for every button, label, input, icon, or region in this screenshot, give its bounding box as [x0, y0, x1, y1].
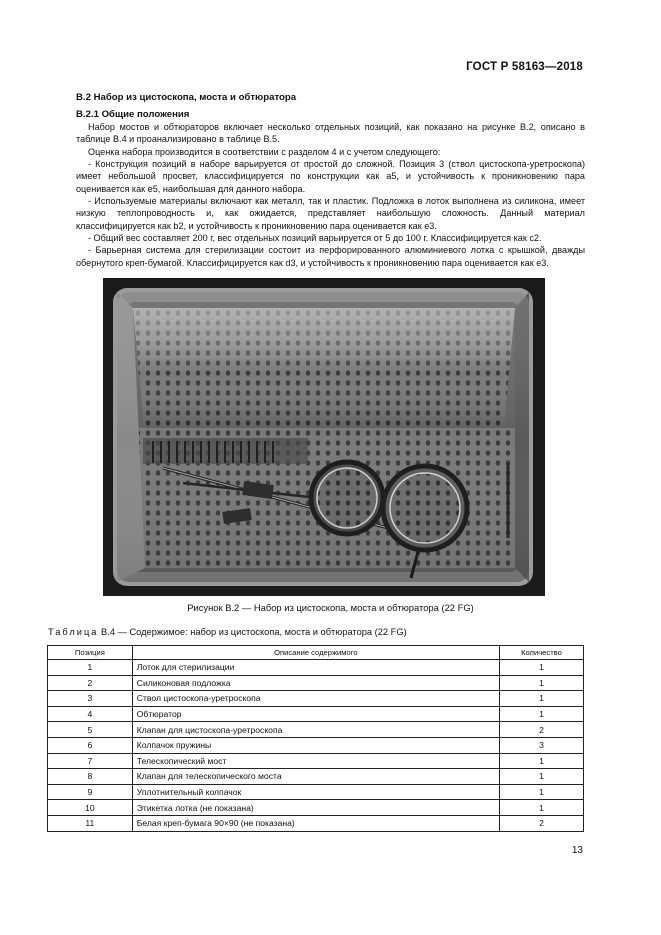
cell-quantity: 1 [499, 660, 583, 676]
paragraph: - Барьерная система для стерилизации состоит из перфорированного алюминиевого лотка с крышкой, дважды обернутого креп-бумагой. Классифицируется как d3, и устойчивость к проникновению пара оценивается как е3. [76, 245, 585, 268]
paragraph: Набор мостов и обтюраторов включает несколько отдельных позиций, как показано на рисунке В.2, описано в таблице В.4 и проанализировано в таблице В.5. [76, 122, 585, 145]
cell-position: 11 [48, 815, 133, 831]
tray-photo-drawing [103, 278, 545, 596]
cell-quantity: 1 [499, 691, 583, 707]
table-row [48, 784, 584, 800]
column-header-quantity: Количество [499, 646, 583, 660]
cell-quantity: 3 [499, 737, 583, 753]
table-row [48, 660, 584, 676]
cell-quantity: 2 [499, 815, 583, 831]
cell-description: Белая креп-бумага 90×90 (не показана) [132, 815, 499, 831]
cell-description: Ствол цистоскопа-уретроскопа [132, 691, 499, 707]
contents-table [47, 645, 584, 832]
table-row [48, 706, 584, 722]
cell-description: Телескопический мост [132, 753, 499, 769]
cell-description: Обтюратор [132, 706, 499, 722]
cell-quantity: 1 [499, 753, 583, 769]
column-header-position: Позиция [48, 646, 133, 660]
table-row [48, 737, 584, 753]
cell-description: Клапан для цистоскопа-уретроскопа [132, 722, 499, 738]
table-caption [48, 627, 407, 637]
paragraph: - Используемые материалы включают как металл, так и пластик. Подложка в лоток выполнена из силикона, имеет низкую теплопроводность и, как ожидается, представляет наибольшую сложность. Данный материал классифицируется как b2, и устойчивость к проникновению пара оценивается как е3. [76, 196, 585, 231]
cell-description: Клапан для телескопического моста [132, 769, 499, 785]
cell-position: 3 [48, 691, 133, 707]
figure-caption: Рисунок В.2 — Набор из цистоскопа, моста и обтюратора (22 FG) [187, 602, 474, 613]
cell-description: Колпачок пружины [132, 737, 499, 753]
subsection-title: В.2.1 Общие положения [76, 109, 190, 120]
section-title: В.2 Набор из цистоскопа, моста и обтюратора [76, 92, 297, 103]
table-row [48, 675, 584, 691]
cell-quantity: 1 [499, 769, 583, 785]
cell-position: 4 [48, 706, 133, 722]
column-header-description: Описание содержимого [132, 646, 499, 660]
cell-quantity: 1 [499, 784, 583, 800]
cell-description: Уплотнительный колпачок [132, 784, 499, 800]
table-row [48, 722, 584, 738]
table-caption-text: В.4 — Содержимое: набор из цистоскопа, моста и обтюратора (22 FG) [98, 627, 407, 637]
cell-position: 7 [48, 753, 133, 769]
table-row [48, 769, 584, 785]
cell-position: 5 [48, 722, 133, 738]
body-text [76, 121, 585, 269]
page-number: 13 [571, 845, 583, 856]
paragraph: Оценка набора производится в соответствии с разделом 4 и с учетом следующего: [88, 146, 441, 157]
cell-position: 1 [48, 660, 133, 676]
tray-photo [103, 278, 545, 596]
cell-description: Силиконовая подложка [132, 675, 499, 691]
table-caption-prefix: Таблица [48, 627, 99, 637]
table-row [48, 800, 584, 816]
cell-quantity: 2 [499, 722, 583, 738]
cell-quantity: 1 [499, 800, 583, 816]
cell-quantity: 1 [499, 675, 583, 691]
cell-position: 9 [48, 784, 133, 800]
cell-position: 10 [48, 800, 133, 816]
table-row [48, 753, 584, 769]
paragraph: - Конструкция позиций в наборе варьируется от простой до сложной. Позиция 3 (ствол цистоскопа-уретроскопа) имеет небольшой просвет, классифицируется по конструкции как а5, и устойчивость к проникновению пара оценивается как е5, наибольшая для данного набора. [76, 159, 585, 194]
table-header-row [48, 646, 584, 660]
cell-position: 8 [48, 769, 133, 785]
paragraph: - Общий вес составляет 200 г, вес отдельных позиций варьируется от 5 до 100 г. Классифицируется как с2. [88, 233, 542, 244]
cell-position: 2 [48, 675, 133, 691]
table-row [48, 815, 584, 831]
table-row [48, 691, 584, 707]
cell-description: Этикетка лотка (не показана) [132, 800, 499, 816]
standard-header: ГОСТ Р 58163—2018 [466, 61, 583, 73]
cell-position: 6 [48, 737, 133, 753]
cell-description: Лоток для стерилизации [132, 660, 499, 676]
cell-quantity: 1 [499, 706, 583, 722]
